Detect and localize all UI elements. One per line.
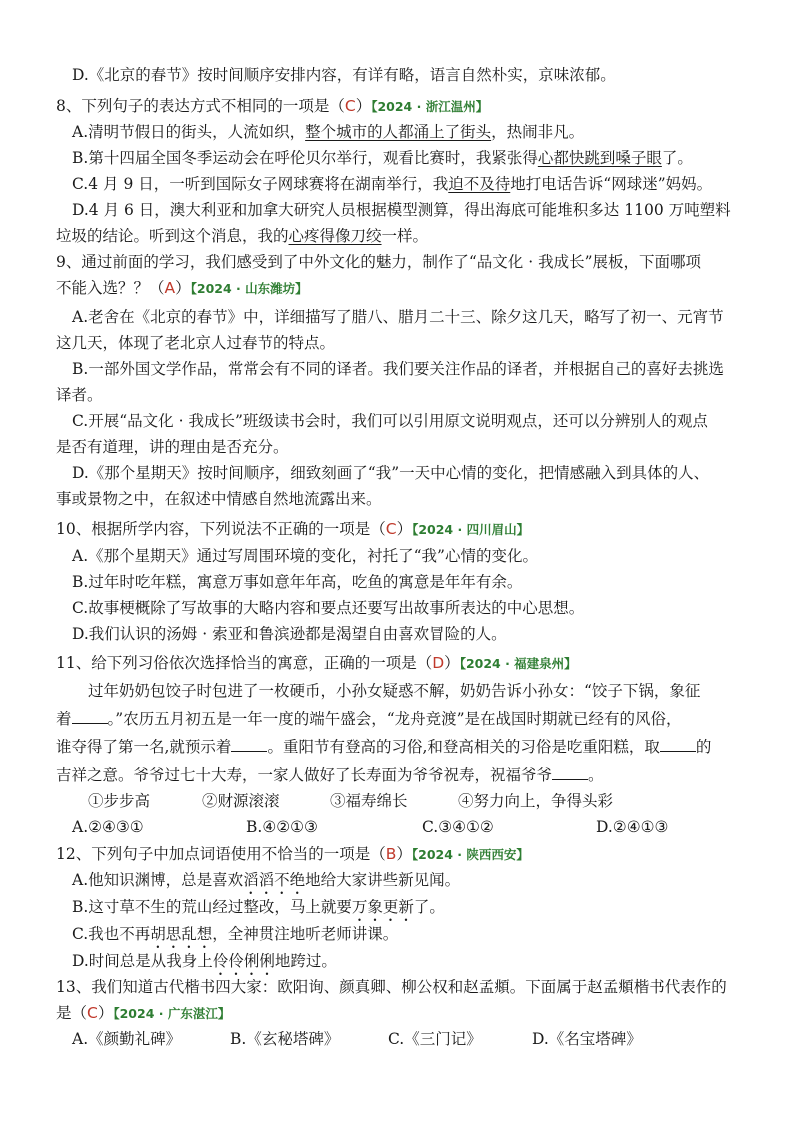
- q11-tag: 【2024 · 福建泉州】: [459, 656, 577, 671]
- q11-option-b: B.④②①③: [246, 818, 318, 836]
- q11-blank-4: [552, 765, 588, 780]
- q10-answer: C: [385, 520, 397, 538]
- q12-option-b: B.这寸草不生的荒山经过整改，马上就要万象更新了。: [72, 898, 445, 916]
- q11-option-a: A.②④③①: [72, 818, 144, 836]
- q9-stem: 9、通过前面的学习，我们感受到了中外文化的魅力，制作了“品文化 · 我成长”展板，下面哪项: [56, 253, 701, 271]
- q13-option-c: C.《三门记》: [388, 1030, 482, 1048]
- q10-option-c: C.故事梗概除了写故事的大略内容和要点还要写出故事所表达的中心思想。: [72, 599, 585, 617]
- q9-option-b: B.一部外国文学作品，常常会有不同的译者。我们要关注作品的译者，并根据自己的喜好去挑选: [72, 360, 724, 378]
- q11-choice-3: ③福寿绵长: [330, 792, 408, 810]
- q9-stem-cont: 不能入选？？（A）【2024 · 山东潍坊】: [56, 279, 308, 297]
- q11-option-d: D.②④①③: [596, 818, 669, 836]
- q10-option-d: D.我们认识的汤姆 · 索亚和鲁滨逊都是渴望自由喜欢冒险的人。: [72, 625, 507, 643]
- q11-blank-1: [72, 709, 108, 724]
- q10-option-a: A.《那个星期天》通过写周围环境的变化，衬托了“我”心情的变化。: [72, 547, 538, 565]
- q12-option-d: D.时间总是从我身上伶伶俐俐地跨过。: [72, 952, 337, 970]
- q9-option-a: A.老舍在《北京的春节》中，详细描写了腊八、腊月二十三、除夕这几天，略写了初一、元宵节: [72, 308, 724, 326]
- q12-stem: 12、下列句子中加点词语使用不恰当的一项是（B）【2024 · 陕西西安】: [56, 845, 529, 863]
- q13-tag: 【2024 · 广东湛江】: [113, 1006, 231, 1021]
- q9-option-c-cont: 是否有道理，讲的理由是否充分。: [56, 438, 289, 456]
- q13-answer: C: [87, 1004, 98, 1022]
- q13-stem-cont: 是（C）【2024 · 广东湛江】: [56, 1004, 231, 1022]
- q11-passage-line-3: 谁夺得了第一名,就预示着 。重阳节有登高的习俗,和登高相关的习俗是吃重阳糕，取 的: [56, 738, 712, 756]
- q11-blank-2: [231, 737, 267, 752]
- q8-tag: 【2024 · 浙江温州】: [371, 99, 489, 114]
- prev-option-d: D.《北京的春节》按时间顺序安排内容，有详有略，语言自然朴实，京味浓郁。: [72, 66, 616, 84]
- q8-answer: C: [344, 97, 356, 115]
- q12-option-c: C.我也不再胡思乱想，全神贯注地听老师讲课。: [72, 925, 399, 943]
- q13-option-a: A.《颜勤礼碑》: [72, 1030, 182, 1048]
- q8-option-b: B.第十四届全国冬季运动会在呼伦贝尔举行，观看比赛时，我紧张得心都快跳到嗓子眼了。: [72, 149, 693, 167]
- q9-answer: A: [164, 279, 176, 297]
- q12-option-a: A.他知识渊博，总是喜欢滔滔不绝地给大家讲些新见闻。: [72, 871, 461, 889]
- q13-stem: 13、我们知道古代楷书四大家：欧阳询、颜真卿、柳公权和赵孟頫。下面属于赵孟頫楷书代表作的: [56, 978, 727, 996]
- q11-passage-line-2: 着 。”农历五月初五是一年一度的端午盛会，“龙舟竞渡”是在战国时期就已经有的风俗，: [56, 710, 682, 728]
- q9-tag: 【2024 · 山东潍坊】: [190, 281, 308, 296]
- q11-passage-line-1: 过年奶奶包饺子时包进了一枚硬币，小孙女疑惑不解，奶奶告诉小孙女：“饺子下锅，象征: [88, 682, 701, 700]
- q8-option-c: C.4 月 9 日，一听到国际女子网球赛将在湖南举行，我迫不及待地打电话告诉“网球迷”妈妈。: [72, 175, 713, 193]
- q8-option-a: A.清明节假日的街头，人流如织，整个城市的人都涌上了街头，热闹非凡。: [72, 123, 585, 141]
- q12-tag: 【2024 · 陕西西安】: [411, 847, 529, 862]
- q12-answer: B: [385, 845, 397, 863]
- q11-choice-4: ④努力向上，争得头彩: [458, 792, 614, 810]
- q9-option-c: C.开展“品文化 · 我成长”班级读书会时，我们可以引用原文说明观点，还可以分辨别人的观点: [72, 412, 708, 430]
- q9-option-d: D.《那个星期天》按时间顺序，细致刻画了“我”一天中心情的变化，把情感融入到具体的人、: [72, 464, 710, 482]
- q8-stem: 8、下列句子的表达方式不相同的一项是（C）【2024 · 浙江温州】: [56, 97, 489, 115]
- q9-option-d-cont: 事或景物之中，在叙述中情感自然地流露出来。: [56, 490, 382, 508]
- q13-option-d: D.《名宝塔碑》: [532, 1030, 642, 1048]
- q10-option-b: B.过年时吃年糕，寓意万事如意年年高，吃鱼的寓意是年年有余。: [72, 573, 523, 591]
- q11-stem: 11、给下列习俗依次选择恰当的寓意，正确的一项是（D）【2024 · 福建泉州】: [56, 654, 577, 672]
- q11-passage-line-4: 吉祥之意。爷爷过七十大寿，一家人做好了长寿面为爷爷祝寿，祝福爷爷 。: [56, 766, 604, 784]
- q9-option-b-cont: 译者。: [56, 386, 103, 404]
- q10-stem: 10、根据所学内容，下列说法不正确的一项是（C）【2024 · 四川眉山】: [56, 520, 530, 538]
- q11-blank-3: [660, 737, 696, 752]
- q8-option-d: D.4 月 6 日，澳大利亚和加拿大研究人员根据模型测算，得出海底可能堆积多达 1100 万吨塑料: [72, 201, 731, 219]
- q11-answer: D: [432, 654, 445, 672]
- q8-option-d-cont: 垃圾的结论。听到这个消息，我的心疼得像刀绞一样。: [56, 227, 429, 245]
- q11-choice-2: ②财源滚滚: [202, 792, 280, 810]
- q11-choice-1: ①步步高: [88, 792, 151, 810]
- q13-option-b: B.《玄秘塔碑》: [230, 1030, 340, 1048]
- q11-option-c: C.③④①②: [422, 818, 494, 836]
- q10-tag: 【2024 · 四川眉山】: [412, 522, 530, 537]
- q9-option-a-cont: 这几天，体现了老北京人过春节的特点。: [56, 334, 336, 352]
